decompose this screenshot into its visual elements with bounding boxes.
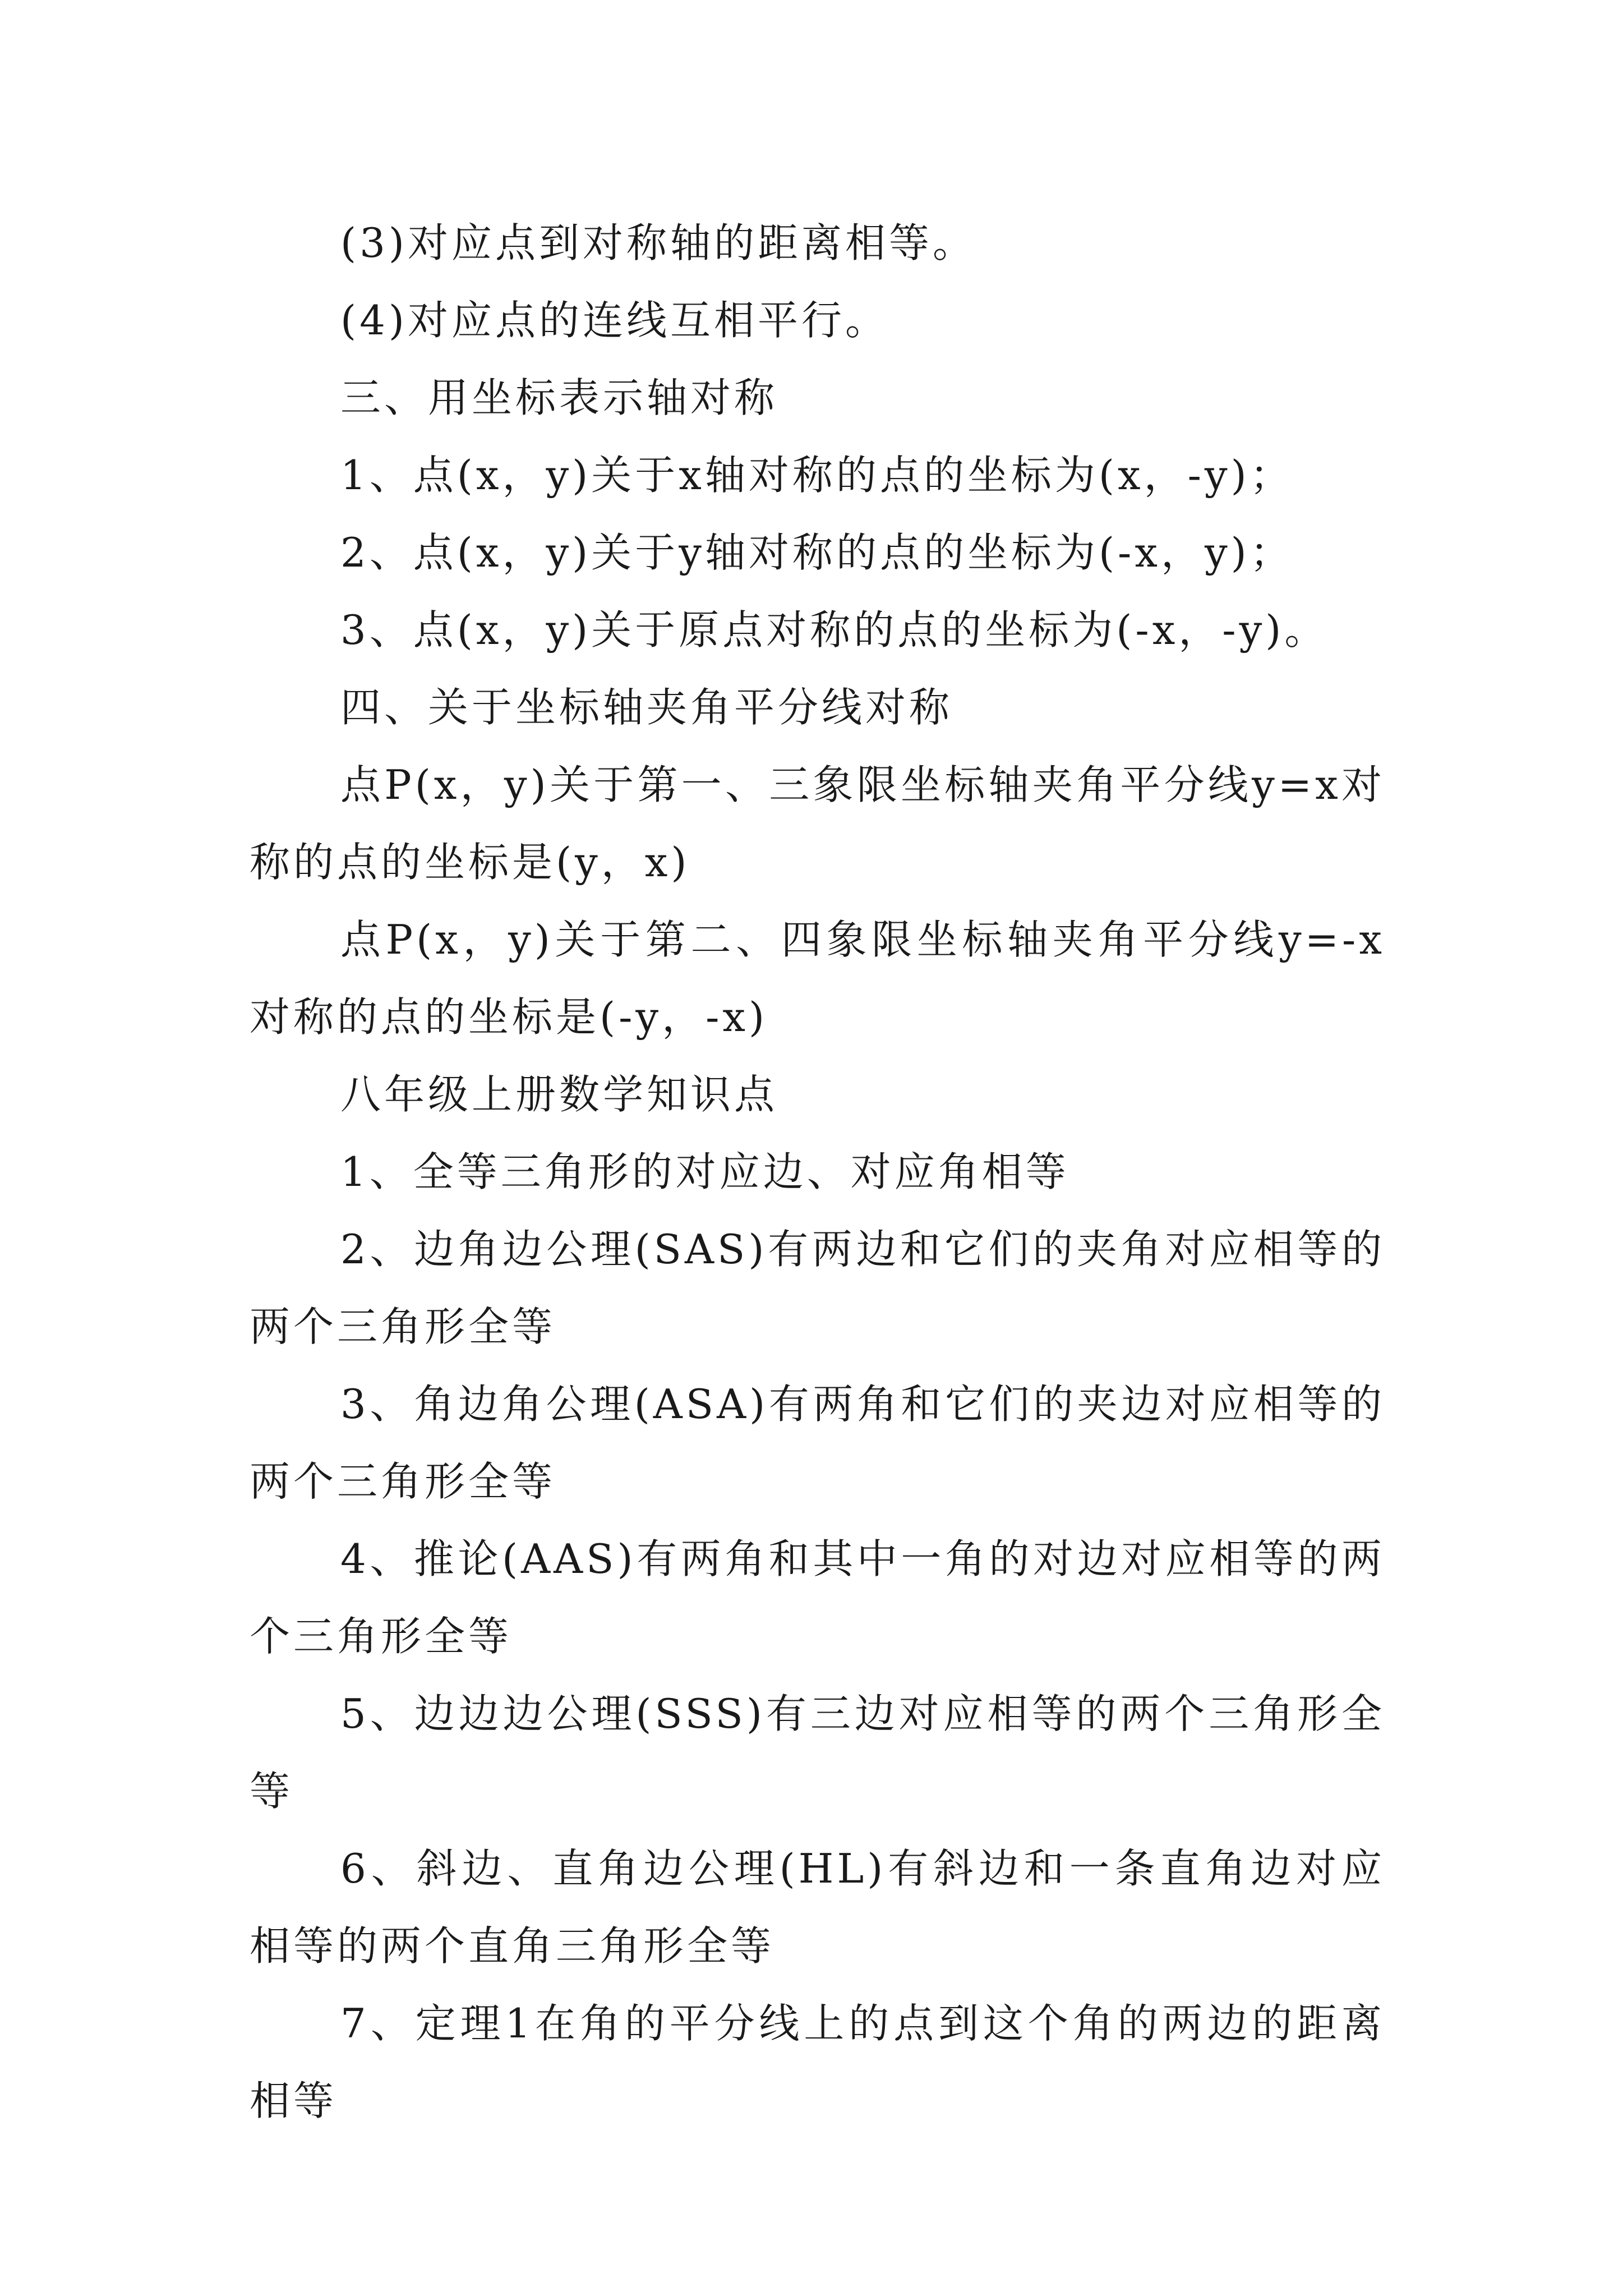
paragraph-aas: 4、推论(AAS)有两角和其中一角的对边对应相等的两个三角形全等 (250, 1535, 1385, 1660)
paragraph-symmetry-property-3: (3)对应点到对称轴的距离相等。 (340, 219, 976, 266)
paragraph-x-axis-symmetry: 1、点(x，y)关于x轴对称的点的坐标为(x，-y)； (340, 452, 1294, 499)
document-body (250, 204, 1385, 2139)
paragraph-sss: 5、边边边公理(SSS)有三边对应相等的两个三角形全等 (250, 1690, 1385, 1815)
section-heading-grade8-math: 八年级上册数学知识点 (340, 1071, 778, 1118)
paragraph-hl: 6、斜边、直角边公理(HL)有斜边和一条直角边对应相等的两个直角三角形全等 (250, 1845, 1385, 1970)
paragraph-sas: 2、边角边公理(SAS)有两边和它们的夹角对应相等的两个三角形全等 (250, 1226, 1385, 1350)
paragraph-congruent-correspondence: 1、全等三角形的对应边、对应角相等 (340, 1148, 1069, 1195)
paragraph-bisector-y-equals-x: 点P(x，y)关于第一、三象限坐标轴夹角平分线y=x对称的点的坐标是(y，x) (250, 761, 1385, 886)
paragraph-origin-symmetry: 3、点(x，y)关于原点对称的点的坐标为(-x，-y)。 (340, 606, 1329, 654)
paragraph-asa: 3、角边角公理(ASA)有两角和它们的夹边对应相等的两个三角形全等 (250, 1381, 1385, 1505)
paragraph-bisector-y-equals-minus-x: 点P(x，y)关于第二、四象限坐标轴夹角平分线y=-x对称的点的坐标是(-y，-x) (250, 916, 1385, 1041)
section-heading-coordinate-symmetry: 三、用坐标表示轴对称 (340, 374, 778, 421)
paragraph-angle-bisector-theorem: 7、定理1在角的平分线上的点到这个角的两边的距离相等 (250, 2000, 1385, 2124)
section-heading-bisector-symmetry: 四、关于坐标轴夹角平分线对称 (340, 684, 953, 731)
paragraph-y-axis-symmetry: 2、点(x，y)关于y轴对称的点的坐标为(-x，y)； (340, 529, 1294, 576)
paragraph-symmetry-property-4: (4)对应点的连线互相平行。 (340, 297, 889, 344)
